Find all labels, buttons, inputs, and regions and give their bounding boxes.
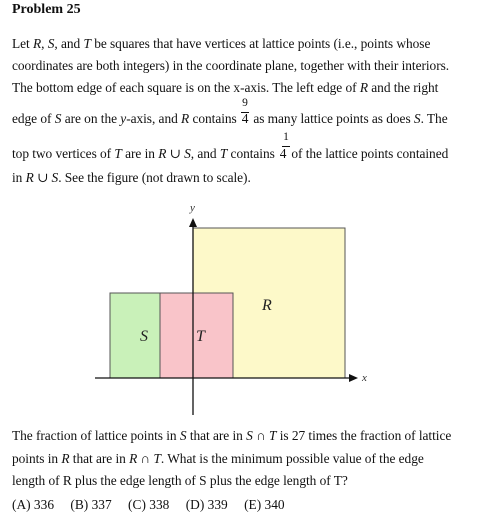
- fraction-2-denominator: 4: [279, 146, 287, 161]
- question-line-1: The fraction of lattice points in S that are in S ∩ T is 27 times the fraction of lattice: [12, 428, 452, 443]
- choice-a[interactable]: (A) 336: [12, 497, 55, 512]
- statement-line-6: in R ∪ S. See the figure (not drawn to scale).: [12, 170, 251, 185]
- statement-line-4: edge of S are on the y-axis, and R contains 4 as many lattice points as does S. The: [12, 111, 448, 126]
- fraction-2-numerator: 1: [283, 131, 289, 143]
- y-axis-arrow: [189, 218, 197, 227]
- label-S: S: [140, 328, 148, 345]
- x-axis-label: x: [362, 372, 367, 384]
- label-T: T: [196, 328, 205, 345]
- y-axis-label: y: [190, 202, 195, 214]
- choice-d[interactable]: (D) 339: [185, 497, 228, 512]
- answer-choices: [12, 497, 298, 513]
- fraction-1-denominator: 4: [241, 111, 249, 126]
- statement-line-1: Let R, S, and T be squares that have vertices at lattice points (i.e., points whose: [12, 36, 431, 51]
- x-axis-arrow: [349, 374, 358, 382]
- choice-e[interactable]: (E) 340: [244, 497, 285, 512]
- statement-line-5: top two vertices of T are in R ∪ S, and T contains 4 of the lattice points contained: [12, 146, 449, 161]
- question-line-2: points in R that are in R ∩ T. What is the minimum possible value of the edge: [12, 451, 424, 466]
- statement-line-2: coordinates are both integers) in the coordinate plane, together with their interiors.: [12, 58, 450, 73]
- question-line-3: length of R plus the edge length of S plus the edge length of T?: [12, 473, 348, 488]
- squares-figure: [0, 195, 489, 425]
- fraction-1-numerator: 9: [242, 97, 248, 109]
- choice-b[interactable]: (B) 337: [70, 497, 112, 512]
- problem-title: Problem 25: [12, 2, 81, 17]
- choice-c[interactable]: (C) 338: [128, 497, 170, 512]
- statement-line-3: The bottom edge of each square is on the x-axis. The left edge of R and the right: [12, 80, 439, 95]
- label-R: R: [262, 297, 272, 314]
